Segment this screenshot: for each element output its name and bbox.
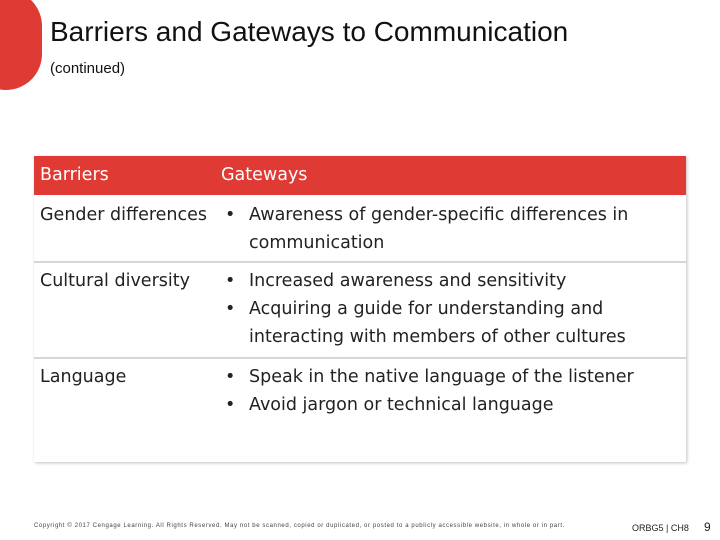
slide-subtitle: (continued) [50,60,126,77]
gateways-cell [215,358,686,462]
gateway-item: • Acquiring a guide for understanding and interacting with members of other cultures [221,295,680,351]
page-number: 9 [704,520,711,534]
header-barriers: Barriers [34,156,215,196]
gateways-cell [215,196,686,262]
gateway-item: • Increased awareness and sensitivity [221,267,680,295]
course-chapter-code: ORBG5 | CH8 [632,523,689,533]
gateways-cell [215,262,686,358]
barrier-cell: Cultural diversity [34,262,215,358]
table-row [34,262,686,358]
gateway-item: • Speak in the native language of the listener [221,363,680,391]
barrier-cell: Language [34,358,215,462]
barriers-gateways-table [34,156,686,462]
barrier-cell: Gender differences [34,196,215,262]
gateway-item: • Awareness of gender-specific differences in communication [221,201,680,257]
slide-title: Barriers and Gateways to Communication [50,16,569,47]
copyright-notice: Copyright © 2017 Cengage Learning. All Rights Reserved. May not be scanned, copied or duplicated, or posted to a publicly accessible website, in whole or in part. [34,523,565,529]
table-row [34,196,686,262]
table-row [34,358,686,462]
header-gateways: Gateways [215,156,686,196]
gateway-item: • Avoid jargon or technical language [221,391,680,419]
table-header-row [34,156,686,196]
title-accent-shape [0,0,42,90]
